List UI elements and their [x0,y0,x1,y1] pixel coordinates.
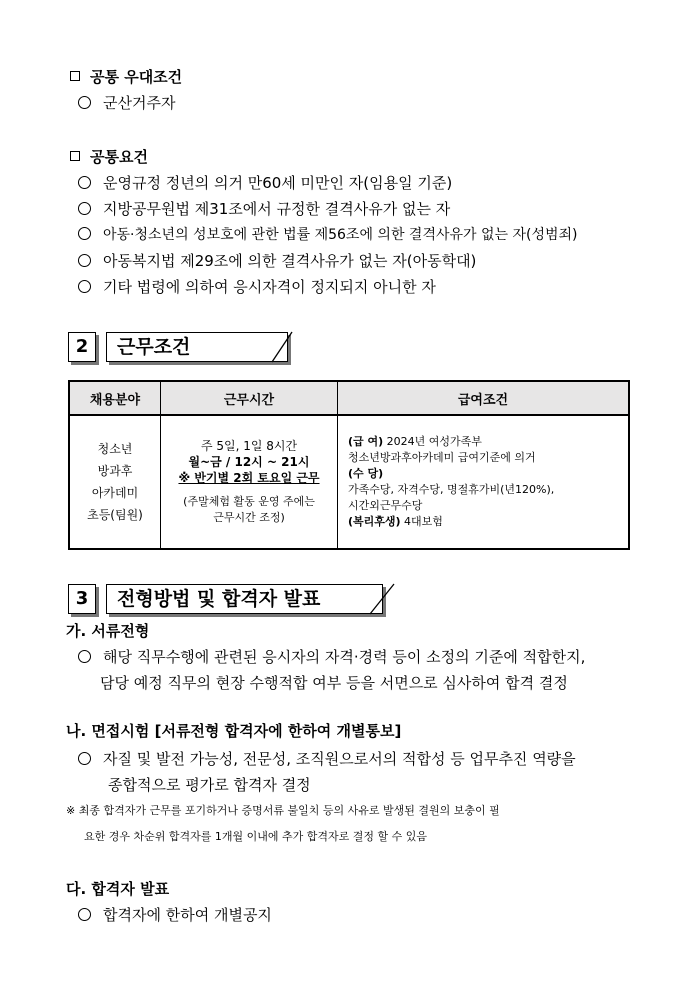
circle-bullet-icon [78,752,91,765]
title-slant-decoration [368,582,398,616]
req-item: 운영규정 정년의 의거 만60세 미만인 자(임용일 기준) [78,172,452,193]
table-header-row [69,381,629,415]
interview-note: ※ 최종 합격자가 근무를 포기하거나 증명서류 불일치 등의 사유로 발생된 결원의 보충이 필 [66,804,500,817]
section-title: 근무조건 [106,332,288,362]
circle-bullet-icon [78,227,91,240]
table-header-cell: 채용분야 [69,381,161,415]
square-bullet-icon [70,151,80,161]
interview-text-cont: 종합적으로 평가로 합격자 결정 [108,776,311,794]
section-number-badge: 2 [68,332,96,362]
announcement-text: 합격자에 한하여 개별공지 [78,904,272,925]
screening-text: 해당 직무수행에 관련된 응시자의 자격·경력 등이 소정의 기준에 적합한지, [78,646,585,667]
square-bullet-icon [70,71,80,81]
req-item: 기타 법령에 의하여 응시자격이 정지되지 아니한 자 [78,276,436,297]
circle-bullet-icon [78,176,91,189]
title-slant-decoration [270,330,296,364]
circle-bullet-icon [78,96,91,109]
pay-cell: (급 여) 2024년 여성가족부 청소년방과후아카데미 급여기준에 의거 (수 당) 가족수당, 자격수당, 명절휴가비(년120%), 시간외근무수당 (복리후생) 4대보험 [338,415,630,549]
req-item: 지방공무원법 제31조에서 규정한 결격사유가 없는 자 [78,198,450,219]
interview-text: 자질 및 발전 가능성, 전문성, 조직원으로서의 적합성 등 업무추진 역량을 [78,748,576,769]
req-heading: 공통요건 [70,146,148,167]
subheading-interview: 나. 면접시험 [서류전형 합격자에 한하여 개별통보] [66,722,402,740]
circle-bullet-icon [78,908,91,921]
table-header-cell: 급여조건 [338,381,630,415]
section-title: 전형방법 및 합격자 발표 [106,584,383,614]
field-cell: 청소년 방과후 아카데미 초등(팀원) [69,415,161,549]
hours-cell: 주 5일, 1일 8시간 월~금 / 12시 ~ 21시 ※ 반기별 2회 토요일 근무 (주말체험 활동 운영 주에는 근무시간 조정) [161,415,338,549]
work-conditions-table [68,380,630,550]
circle-bullet-icon [78,254,91,267]
circle-bullet-icon [78,280,91,293]
section-number-badge: 3 [68,584,96,614]
pref-item: 군산거주자 [78,92,175,113]
table-row [69,415,629,549]
req-item: 아동·청소년의 성보호에 관한 법률 제56조에 의한 결격사유가 없는 자(성범죄) [78,224,578,244]
table-header-cell: 근무시간 [161,381,338,415]
req-item: 아동복지법 제29조에 의한 결격사유가 없는 자(아동학대) [78,250,476,271]
subheading-announcement: 다. 합격자 발표 [66,880,170,898]
pref-heading: 공통 우대조건 [70,66,182,87]
circle-bullet-icon [78,202,91,215]
interview-note-cont: 요한 경우 차순위 합격자를 1개월 이내에 추가 합격자로 결정 할 수 있음 [84,830,427,843]
screening-text-cont: 담당 예정 직무의 현장 수행적합 여부 등을 서면으로 심사하여 합격 결정 [100,674,568,692]
circle-bullet-icon [78,650,91,663]
subheading-document-screening: 가. 서류전형 [66,622,150,640]
